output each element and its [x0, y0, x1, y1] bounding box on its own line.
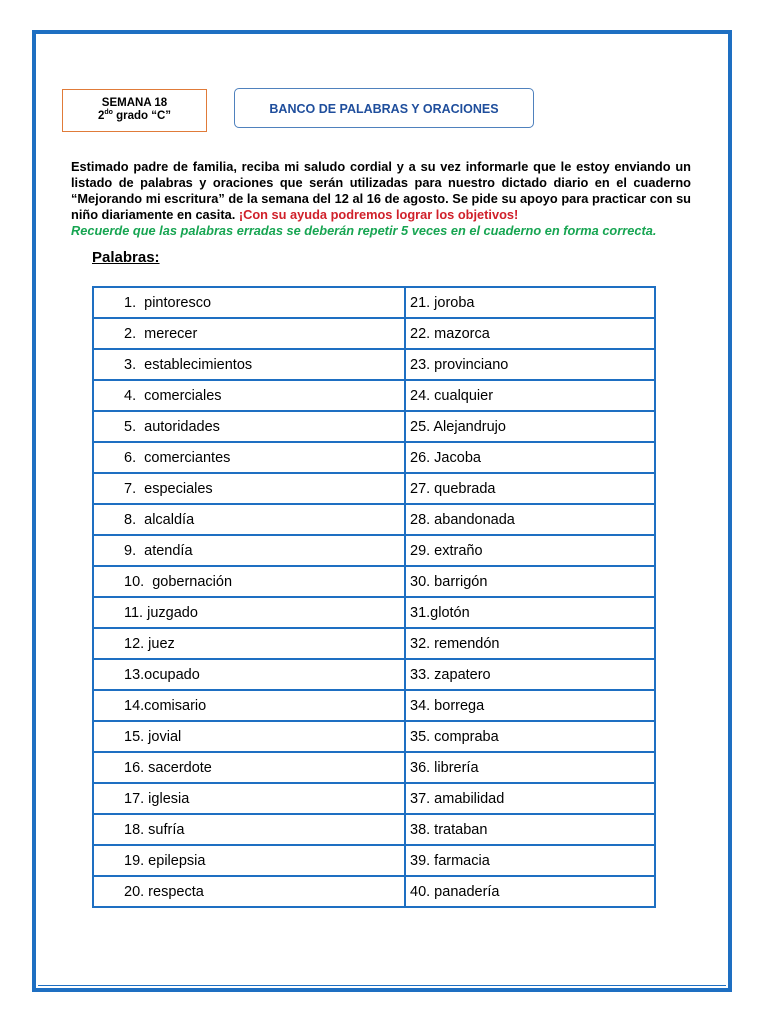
table-row: [93, 659, 655, 690]
word-cell-right: 33. zapatero: [405, 659, 655, 690]
word-cell-left: 19. epilepsia: [93, 845, 405, 876]
table-row: [93, 752, 655, 783]
section-heading: Palabras:: [92, 249, 160, 266]
grade-number: 2: [97, 110, 105, 122]
word-cell-right: 22. mazorca: [405, 318, 655, 349]
word-cell-left: 13.ocupado: [93, 659, 405, 690]
word-cell-right: 23. provinciano: [405, 349, 655, 380]
table-row: [93, 783, 655, 814]
word-cell-left: 15. jovial: [93, 721, 405, 752]
word-cell-left: 16. sacerdote: [93, 752, 405, 783]
table-row: [93, 814, 655, 845]
word-cell-left: 20. respecta: [93, 876, 405, 907]
table-row: [93, 535, 655, 566]
word-cell-left: 14.comisario: [93, 690, 405, 721]
week-box: [62, 89, 207, 132]
table-row: [93, 566, 655, 597]
word-cell-right: 28. abandonada: [405, 504, 655, 535]
grade-suffix: do: [104, 109, 113, 117]
word-cell-left: 3. establecimientos: [93, 349, 405, 380]
word-cell-left: 1. pintoresco: [93, 287, 405, 318]
intro-paragraph: Estimado padre de familia, reciba mi saludo cordial y a su vez informarle que le estoy enviando un listado de palabras y oraciones que serán utilizadas para nuestro dictado diario en el cuaderno “Mejorando mi escritura” de la semana del 12 al 16 de agosto. Se pide su apoyo para practicar con su niño diariamente en casita.: [71, 159, 691, 222]
word-cell-right: 30. barrigón: [405, 566, 655, 597]
table-row: [93, 628, 655, 659]
word-cell-left: 18. sufría: [93, 814, 405, 845]
word-cell-left: 2. merecer: [93, 318, 405, 349]
word-cell-right: 27. quebrada: [405, 473, 655, 504]
word-cell-left: 8. alcaldía: [93, 504, 405, 535]
table-row: [93, 442, 655, 473]
word-cell-right: 31.glotón: [405, 597, 655, 628]
word-cell-right: 37. amabilidad: [405, 783, 655, 814]
word-cell-right: 40. panadería: [405, 876, 655, 907]
word-cell-left: 4. comerciales: [93, 380, 405, 411]
table-row: [93, 349, 655, 380]
table-row: [93, 287, 655, 318]
table-row: [93, 597, 655, 628]
intro-reminder: Recuerde que las palabras erradas se deberán repetir 5 veces en el cuaderno en forma correcta.: [71, 223, 657, 238]
word-cell-left: 12. juez: [93, 628, 405, 659]
word-cell-left: 7. especiales: [93, 473, 405, 504]
word-cell-right: 34. borrega: [405, 690, 655, 721]
word-cell-right: 39. farmacia: [405, 845, 655, 876]
week-label: SEMANA 18: [101, 97, 168, 109]
table-row: [93, 876, 655, 907]
table-row: [93, 411, 655, 442]
words-table: [92, 286, 656, 908]
word-cell-right: 38. trataban: [405, 814, 655, 845]
word-cell-right: 26. Jacoba: [405, 442, 655, 473]
word-cell-right: 29. extraño: [405, 535, 655, 566]
word-cell-right: 21. joroba: [405, 287, 655, 318]
word-cell-right: 32. remendón: [405, 628, 655, 659]
word-cell-left: 6. comerciantes: [93, 442, 405, 473]
word-cell-right: 24. cualquier: [405, 380, 655, 411]
page-title: BANCO DE PALABRAS Y ORACIONES: [234, 88, 534, 128]
table-row: [93, 845, 655, 876]
table-row: [93, 504, 655, 535]
table-row: [93, 318, 655, 349]
grade-label: [63, 110, 206, 123]
word-cell-left: 11. juzgado: [93, 597, 405, 628]
word-cell-left: 17. iglesia: [93, 783, 405, 814]
word-cell-right: 35. compraba: [405, 721, 655, 752]
grade-rest: grado “C”: [112, 110, 172, 122]
word-cell-right: 25. Alejandrujo: [405, 411, 655, 442]
intro-text: [71, 159, 691, 239]
table-row: [93, 473, 655, 504]
table-row: [93, 721, 655, 752]
word-cell-left: 5. autoridades: [93, 411, 405, 442]
intro-highlight: ¡Con su ayuda podremos lograr los objetivos!: [238, 207, 519, 222]
word-cell-left: 10. gobernación: [93, 566, 405, 597]
table-row: [93, 690, 655, 721]
table-row: [93, 380, 655, 411]
word-cell-left: 9. atendía: [93, 535, 405, 566]
word-cell-right: 36. librería: [405, 752, 655, 783]
